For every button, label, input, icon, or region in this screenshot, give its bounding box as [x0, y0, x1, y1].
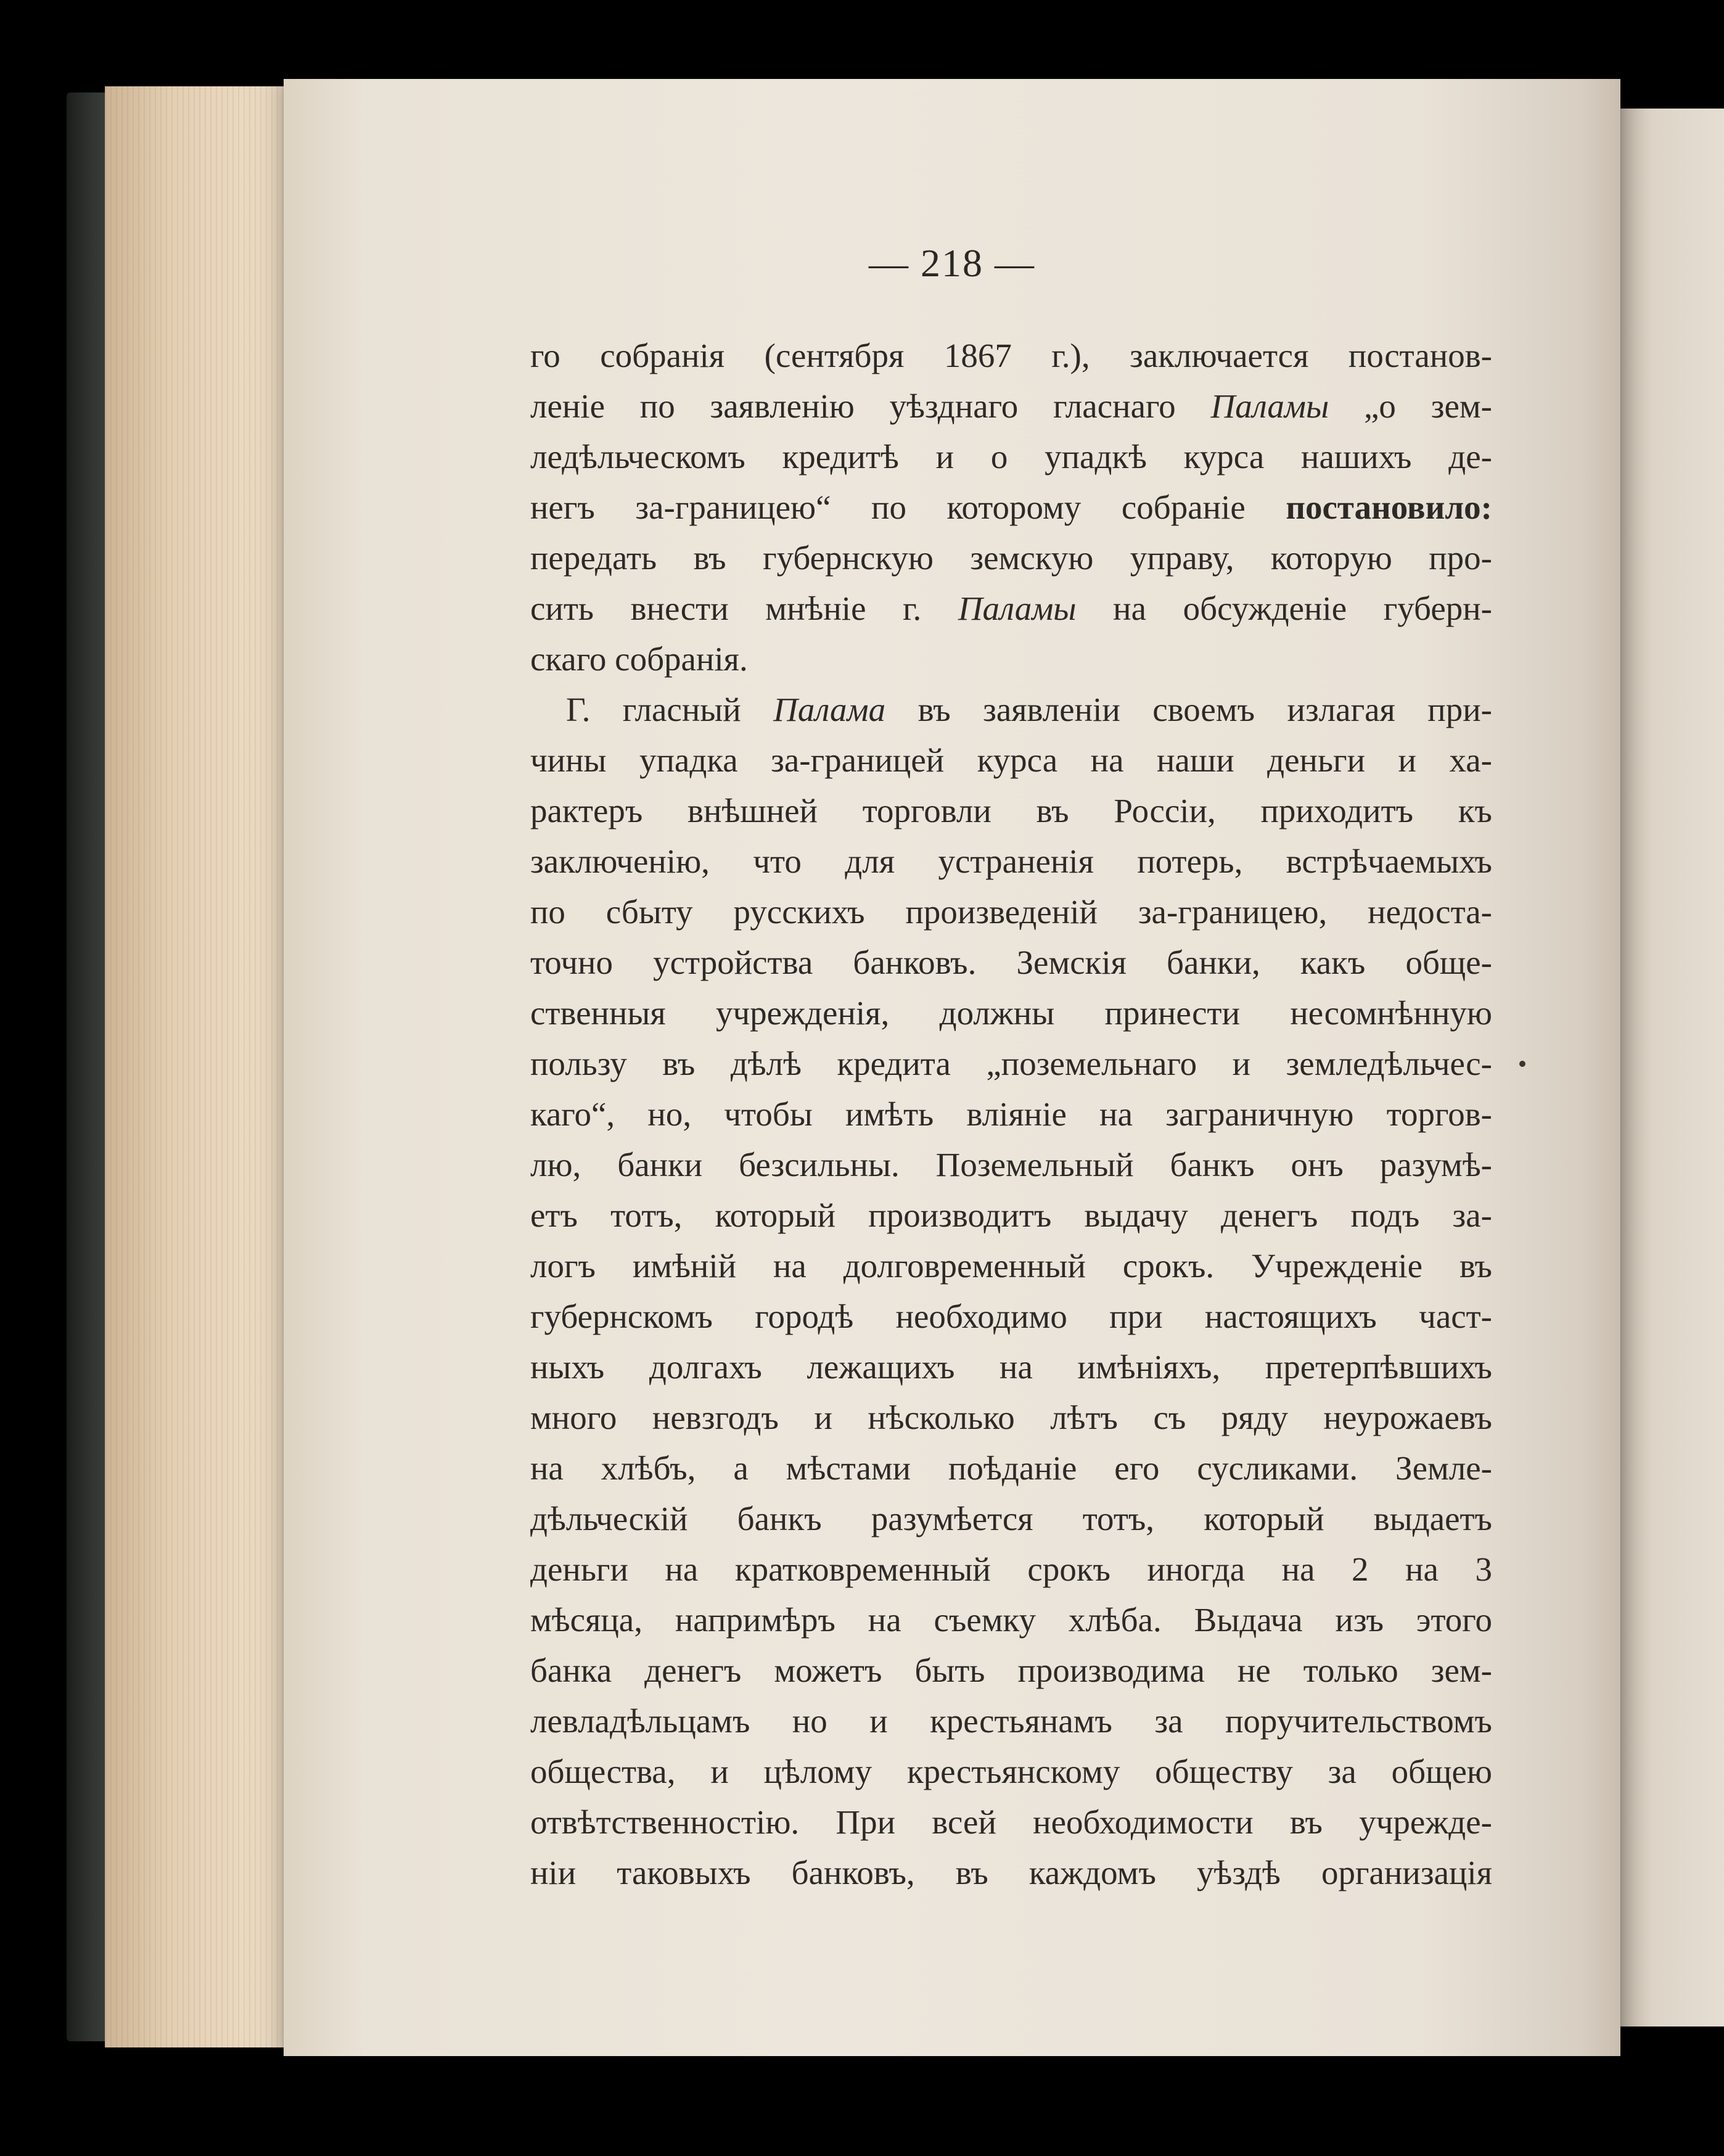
text-line: точно устройства банковъ. Земскія банки, какъ обще-	[530, 944, 1492, 981]
page-edges	[105, 86, 296, 2047]
text-line: го собранія (сентября 1867 г.), заключается постанов-	[530, 337, 1492, 374]
text-line	[530, 583, 1492, 634]
text-segment: леніе по заявленію уѣзднаго гласнаго	[530, 387, 1211, 425]
text-line: передать въ губернскую земскую управу, которую про-	[530, 539, 1492, 577]
ink-speck	[1519, 1061, 1525, 1067]
text-line	[530, 381, 1492, 432]
text-line: скаго собранія.	[530, 640, 748, 678]
text-line: пользу въ дѣлѣ кредита „поземельнаго и земледѣльчес-	[530, 1045, 1492, 1082]
text-line: деньги на кратковременный срокъ иногда на 2 на 3	[530, 1550, 1492, 1588]
text-segment: на обсужденіе губерн-	[1076, 590, 1492, 627]
text-line: чины упадка за-границей курса на наши деньги и ха-	[530, 741, 1492, 779]
emphasis-name: Паламы	[1210, 387, 1329, 425]
text-line: банка денегъ можетъ быть производима не только зем-	[530, 1652, 1492, 1689]
text-segment: „о зем-	[1329, 387, 1492, 425]
text-line: етъ тотъ, который производитъ выдачу денегъ подъ за-	[530, 1196, 1492, 1234]
text-segment: въ заявленіи своемъ излагая при-	[885, 691, 1492, 728]
emphasis-name: Палама	[773, 691, 886, 728]
text-line: каго“, но, чтобы имѣть вліяніе на заграничную торгов-	[530, 1095, 1492, 1133]
text-line: губернскомъ городѣ необходимо при настоящихъ част-	[530, 1298, 1492, 1335]
text-line	[530, 482, 1492, 533]
facing-page-edge	[1619, 109, 1724, 2026]
text-line: дѣльческій банкъ разумѣется тотъ, который выдаетъ	[530, 1500, 1492, 1537]
text-line: логъ имѣній на долговременный срокъ. Учрежденіе въ	[530, 1247, 1492, 1285]
text-line: ніи таковыхъ банковъ, въ каждомъ уѣздѣ организація	[530, 1854, 1492, 1891]
bold-resolution: постановило:	[1286, 488, 1492, 526]
text-line: мѣсяца, напримѣръ на съемку хлѣба. Выдача изъ этого	[530, 1601, 1492, 1639]
page-number: — 218 —	[869, 241, 1035, 285]
text-line: отвѣтственностію. При всей необходимости въ учрежде-	[530, 1803, 1492, 1841]
text-line: ныхъ долгахъ лежащихъ на имѣніяхъ, претерпѣвшихъ	[530, 1348, 1492, 1386]
book-page	[284, 79, 1620, 2056]
text-line: ственныя учрежденія, должны принести несомнѣнную	[530, 994, 1492, 1032]
text-line: заключенію, что для устраненія потерь, встрѣчаемыхъ	[530, 842, 1492, 880]
text-segment: негъ за-границею“ по которому собраніе	[530, 488, 1286, 526]
text-line: общества, и цѣлому крестьянскому обществу за общею	[530, 1753, 1492, 1790]
emphasis-name: Паламы	[958, 590, 1077, 627]
text-line	[530, 685, 1492, 735]
text-line: рактеръ внѣшней торговли въ Россіи, приходитъ къ	[530, 792, 1492, 829]
text-line: на хлѣбъ, а мѣстами поѣданіе его сусликами. Земле-	[530, 1449, 1492, 1487]
text-line: лю, банки безсильны. Поземельный банкъ онъ разумѣ-	[530, 1146, 1492, 1183]
body-text	[530, 331, 1492, 1898]
text-line: ледѣльческомъ кредитѣ и о упадкѣ курса нашихъ де-	[530, 438, 1492, 475]
text-line: по сбыту русскихъ произведеній за-границею, недоста-	[530, 893, 1492, 931]
text-segment: сить внести мнѣніе г.	[530, 590, 958, 627]
text-segment: Г. гласный	[566, 691, 774, 728]
text-line: много невзгодъ и нѣсколько лѣтъ съ ряду неурожаевъ	[530, 1399, 1492, 1436]
text-line: левладѣльцамъ но и крестьянамъ за поручительствомъ	[530, 1702, 1492, 1740]
